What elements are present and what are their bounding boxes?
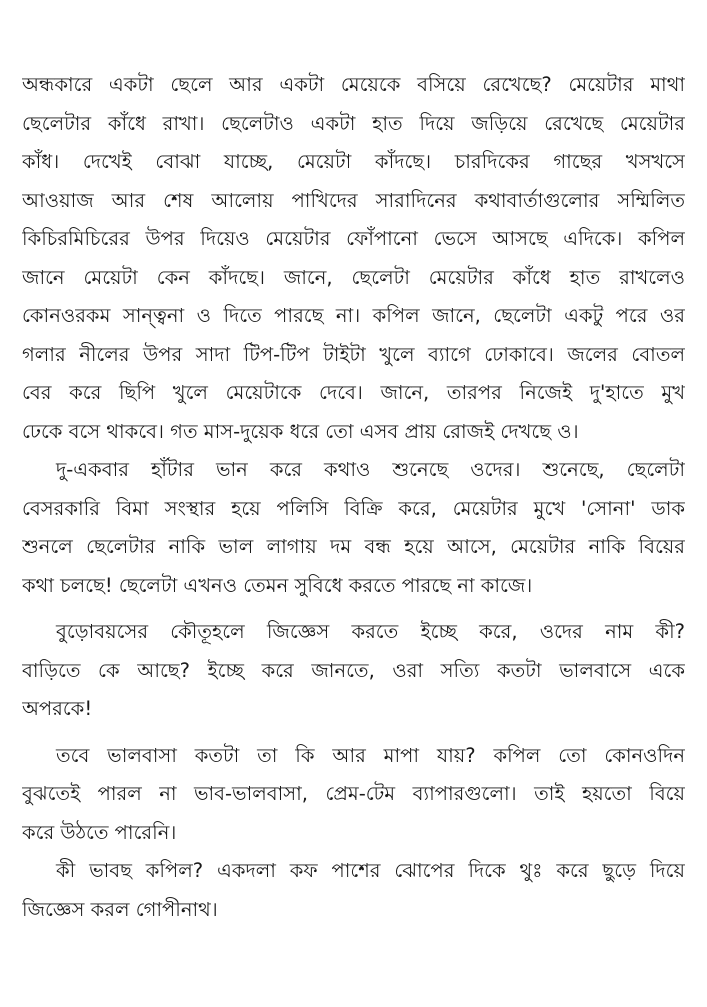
- text-line: দু-একবার হাঁটার ভান করে কথাও শুনেছে ওদের। শুনেছে, ছেলেটা: [56, 458, 685, 481]
- document-body: [22, 66, 685, 929]
- paragraph-gap: [22, 605, 685, 613]
- paragraph-gap: [22, 729, 685, 737]
- text-line: করে উঠতে পারেনি।: [22, 820, 177, 844]
- text-line: গলার নীলের উপর সাদা টিপ-টিপ টাইটা খুলে ব্যাগে ঢোকাবে। জলের বোতল: [22, 342, 685, 366]
- paragraph-5: [22, 852, 685, 929]
- text-line: কী ভাবছ কপিল? একদলা কফ পাশের ঝোপের দিকে থুঃ করে ছুড়ে দিয়ে: [56, 859, 685, 882]
- text-line: বের করে ছিপি খুলে মেয়েটাকে দেবে। জানে, তারপর নিজেই দু'হাতে মুখ: [22, 381, 685, 404]
- text-line: জানে মেয়েটা কেন কাঁদছে। জানে, ছেলেটা মেয়েটার কাঁধে হাত রাখলেও: [22, 265, 685, 289]
- text-line: কাঁধ। দেখেই বোঝা যাচ্ছে, মেয়েটা কাঁদছে। চারদিকের গাছের খসখসে: [22, 150, 685, 173]
- text-line: কথা চলছে! ছেলেটা এখনও তেমন সুবিধে করতে পারছে না কাজে।: [22, 573, 533, 597]
- text-line: বুঝতেই পারল না ভাব-ভালবাসা, প্রেম-টেম ব্যাপারগুলো। তাই হয়তো বিয়ে: [22, 782, 685, 805]
- text-line: বেসরকারি বিমা সংস্থার হয়ে পলিসি বিক্রি করে, মেয়েটার মুখে 'সোনা' ডাক: [22, 496, 685, 520]
- text-line: ঢেকে বসে থাকবে। গত মাস-দুয়েক ধরে তো এসব প্রায় রোজই দেখছে ও।: [22, 419, 579, 443]
- text-line: অপরকে!: [22, 697, 93, 720]
- text-line: কোনওরকম সান্ত্বনা ও দিতে পারছে না। কপিল জানে, ছেলেটা একটু পরে ওর: [22, 304, 685, 327]
- paragraph-1: [22, 66, 685, 451]
- paragraph-4: [22, 737, 685, 853]
- text-line: অন্ধকারে একটা ছেলে আর একটা মেয়েকে বসিয়ে রেখেছে? মেয়েটার মাথা: [22, 73, 685, 96]
- text-line: তবে ভালবাসা কতটা তা কি আর মাপা যায়? কপিল তো কোনওদিন: [56, 743, 685, 767]
- text-line: শুনলে ছেলেটার নাকি ভাল লাগায় দম বন্ধ হয়ে আসে, মেয়েটার নাকি বিয়ের: [22, 535, 685, 558]
- text-line: আওয়াজ আর শেষ আলোয় পাখিদের সারাদিনের কথাবার্তাগুলোর সম্মিলিত: [22, 188, 685, 212]
- text-line: কিচিরমিচিরের উপর দিয়েও মেয়েটার ফোঁপানো ভেসে আসছে এদিকে। কপিল: [22, 227, 685, 250]
- text-line: বাড়িতে কে আছে? ইচ্ছে করে জানতে, ওরা সত্যি কতটা ভালবাসে একে: [22, 658, 685, 682]
- text-line: বুড়োবয়সের কৌতূহলে জিজ্ঞেস করতে ইচ্ছে করে, ওদের নাম কী?: [56, 620, 685, 643]
- paragraph-2: [22, 451, 685, 605]
- text-line: জিজ্ঞেস করল গোপীনাথ।: [22, 897, 218, 921]
- text-line: ছেলেটার কাঁধে রাখা। ছেলেটাও একটা হাত দিয়ে জড়িয়ে রেখেছে মেয়েটার: [22, 111, 685, 135]
- paragraph-3: [22, 613, 685, 729]
